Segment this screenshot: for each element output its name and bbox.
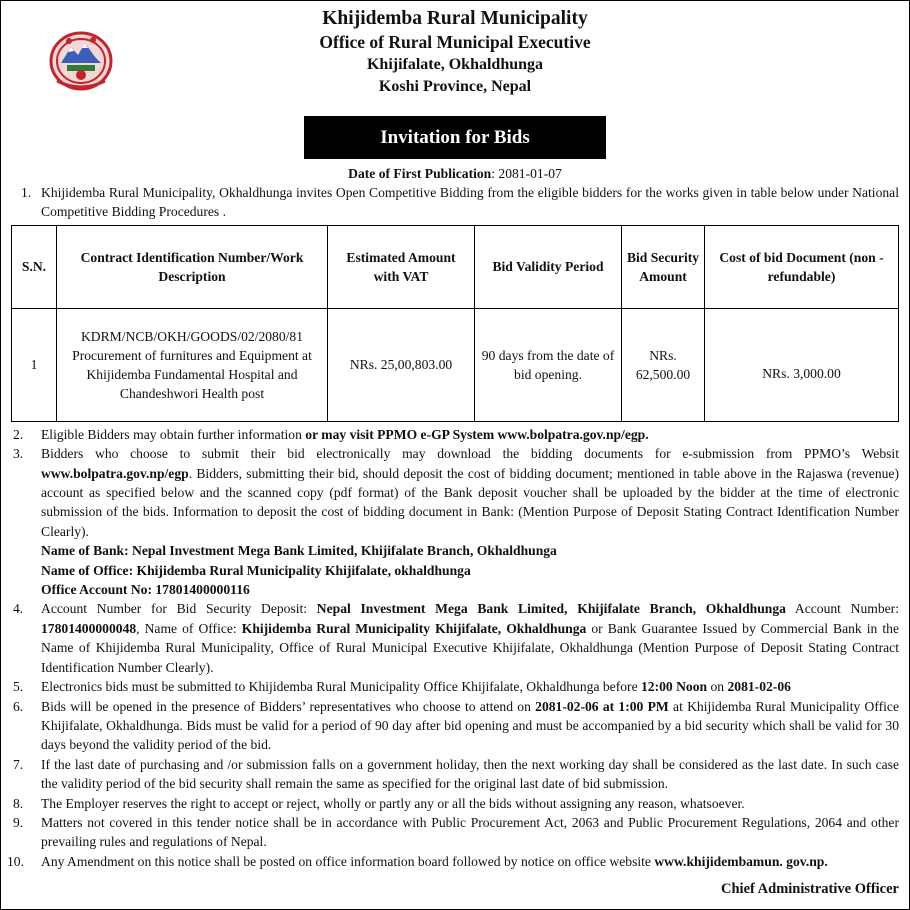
clause-text: Any Amendment on this notice shall be posted on office information board followed by notice on office website — [41, 853, 655, 869]
clause-number: 3. — [13, 446, 24, 462]
office-name-value: : Khijidemba Rural Municipality Khijifalate, okhaldhunga — [128, 562, 471, 578]
publication-date-value: : 2081-01-07 — [491, 166, 562, 181]
bolpatra-link[interactable]: www.bolpatra.gov.np/egp — [41, 465, 189, 481]
cell-sn: 1 — [12, 308, 57, 421]
clause-text: Khijidemba Rural Municipality, Okhaldhunga invites Open Competitive Bidding from the eligible bidders for the works given in table below under National Competitive Bidding Procedures . — [41, 185, 899, 220]
submission-time: 12:00 Noon — [641, 679, 708, 695]
office-name-line — [1, 561, 909, 580]
nepal-government-emblem-icon — [45, 27, 117, 93]
notice-clauses-final — [1, 599, 909, 871]
office-name: Office of Rural Municipal Executive — [319, 32, 591, 52]
municipality-website-link[interactable]: www.khijidembamun. gov.np. — [654, 853, 828, 869]
office-account-line: Office Account No: 17801400000116 — [41, 582, 250, 598]
clause-9 — [1, 813, 909, 852]
clause-text-bold: or may visit PPMO e-GP System www.bolpatra.gov.np/egp. — [305, 426, 649, 442]
submission-date: 2081-02-06 — [727, 679, 791, 695]
clause-number: 5. — [13, 679, 24, 695]
bank-name: Nepal Investment Mega Bank Limited, Khijifalate Branch, Okhaldhunga — [316, 601, 786, 617]
clause-text: Matters not covered in this tender notice shall be in accordance with Public Procurement Act, 2063 and Public Procurement Regulations, 2064 and other prevailing rules and regulations of Nepal. — [41, 814, 899, 850]
clause-1 — [1, 183, 909, 222]
header-cost: Cost of bid Document (non -refundable) — [705, 225, 899, 308]
bank-name-line: Name of Bank: Nepal Investment Mega Bank Limited, Khijifalate Branch, Okhaldhunga — [41, 543, 557, 559]
office-location: Khijifalate, Okhaldhunga — [366, 56, 544, 73]
clause-6 — [1, 697, 909, 755]
office-name: Khijidemba Rural Municipality Khijifalate, Okhaldhunga — [241, 620, 587, 636]
org-name: Khijidemba Rural Municipality — [322, 8, 588, 29]
notice-header — [1, 1, 909, 98]
header-validity: Bid Validity Period — [475, 225, 622, 308]
cell-security: NRs. 62,500.00 — [622, 308, 705, 421]
clause-5 — [1, 677, 909, 696]
clause-number: 10. — [7, 853, 24, 869]
clause-text-cont: . Bidders, submitting their bid, should deposit the cost of bidding document; mentioned in table above in the Rajaswa (revenue) account as specified below and the scanned copy (pdf format) of the Bank deposit voucher shall be uploaded by the bidder at the time of electronic submission of the bids. Information to deposit the cost of bidding document in Bank: (Mention Purpose of Deposit Stating Contract Identification Number Clearly). — [41, 465, 899, 539]
notice-clauses-continued — [1, 425, 909, 541]
clause-text: Eligible Bidders may obtain further information — [41, 426, 306, 442]
clause-text: The Employer reserves the right to accept or reject, wholly or partly any or all the bids without assigning any reason, whatsoever. — [41, 795, 745, 811]
header-sn: S.N. — [12, 225, 57, 308]
header-security: Bid Security Amount — [622, 225, 705, 308]
notice-title-banner: Invitation for Bids — [304, 116, 606, 159]
office-province: Koshi Province, Nepal — [378, 78, 532, 95]
clause-text: , Name of Office: — [136, 620, 242, 636]
table-row — [12, 308, 899, 421]
office-name-label: Name of Office — [41, 562, 129, 578]
clause-text: Electronics bids must be submitted to Khijidemba Rural Municipality Office Khijifalate, Okhaldhunga before — [41, 679, 641, 695]
clause-text: on — [707, 679, 728, 695]
clause-number: 4. — [13, 601, 24, 617]
table-header-row — [12, 225, 899, 308]
signatory-title: Chief Administrative Officer — [721, 880, 899, 897]
cell-validity: 90 days from the date of bid opening. — [475, 308, 622, 421]
opening-datetime: 2081-02-06 at 1:00 PM — [535, 698, 669, 714]
notice-clauses — [1, 183, 909, 222]
clause-number: 2. — [13, 426, 24, 442]
clause-number: 7. — [13, 756, 24, 772]
clause-7 — [1, 755, 909, 794]
bids-table — [11, 225, 899, 422]
clause-text: If the last date of purchasing and /or submission falls on a government holiday, then the next working day shall be considered as the last date. In such case the validity period of the bid security shall remain the same as specified for the original last date of bid submission. — [41, 756, 899, 792]
publication-date-label: Date of First Publication — [348, 166, 492, 181]
clause-text: Bidders who choose to submit their bid electronically may download the bidding documents for e-submission from PPMO’s Websit — [41, 446, 899, 462]
header-contract: Contract Identification Number/Work Description — [57, 225, 328, 308]
clause-3 — [1, 444, 909, 541]
clause-text: at Khijidemba Rural Municipality Office Khijifalate, Okhaldhunga. Bids must be valid for a period of 90 day after bid opening and must be accompanied by a bid security which shall be valid for 30 days beyond the validity period of the bid. — [41, 698, 900, 753]
publication-date — [1, 164, 909, 183]
clause-number: 9. — [13, 814, 24, 830]
security-account-number: 17801400000048 — [41, 620, 137, 636]
cell-description: KDRM/NCB/OKH/GOODS/02/2080/81 Procurement of furnitures and Equipment at Khijidemba Fundamental Hospital and Chandeshwori Health post — [57, 308, 328, 421]
clause-number: 1. — [21, 185, 32, 200]
clause-text: Bids will be opened in the presence of Bidders’ representatives who choose to attend on — [41, 698, 536, 714]
clause-4 — [1, 599, 909, 677]
clause-number: 8. — [13, 795, 24, 811]
clause-10 — [1, 852, 909, 871]
clause-text: or Bank Guarantee Issued by Commercial Bank in the Name of Khijidemba Rural Municipality, Office of Rural Municipal Executive Khijifalate, Okhaldhunga (Mention Purpose of Deposit Stating Contract Identification Number Clearly). — [41, 620, 899, 675]
clause-text: Account Number for Bid Security Deposit: — [41, 601, 317, 617]
cell-cost: NRs. 3,000.00 — [705, 308, 899, 421]
clause-2 — [1, 425, 909, 444]
clause-8 — [1, 794, 909, 813]
header-amount: Estimated Amount with VAT — [328, 225, 475, 308]
clause-number: 6. — [13, 698, 24, 714]
cell-amount: NRs. 25,00,803.00 — [328, 308, 475, 421]
clause-text: Account Number: — [785, 601, 899, 617]
